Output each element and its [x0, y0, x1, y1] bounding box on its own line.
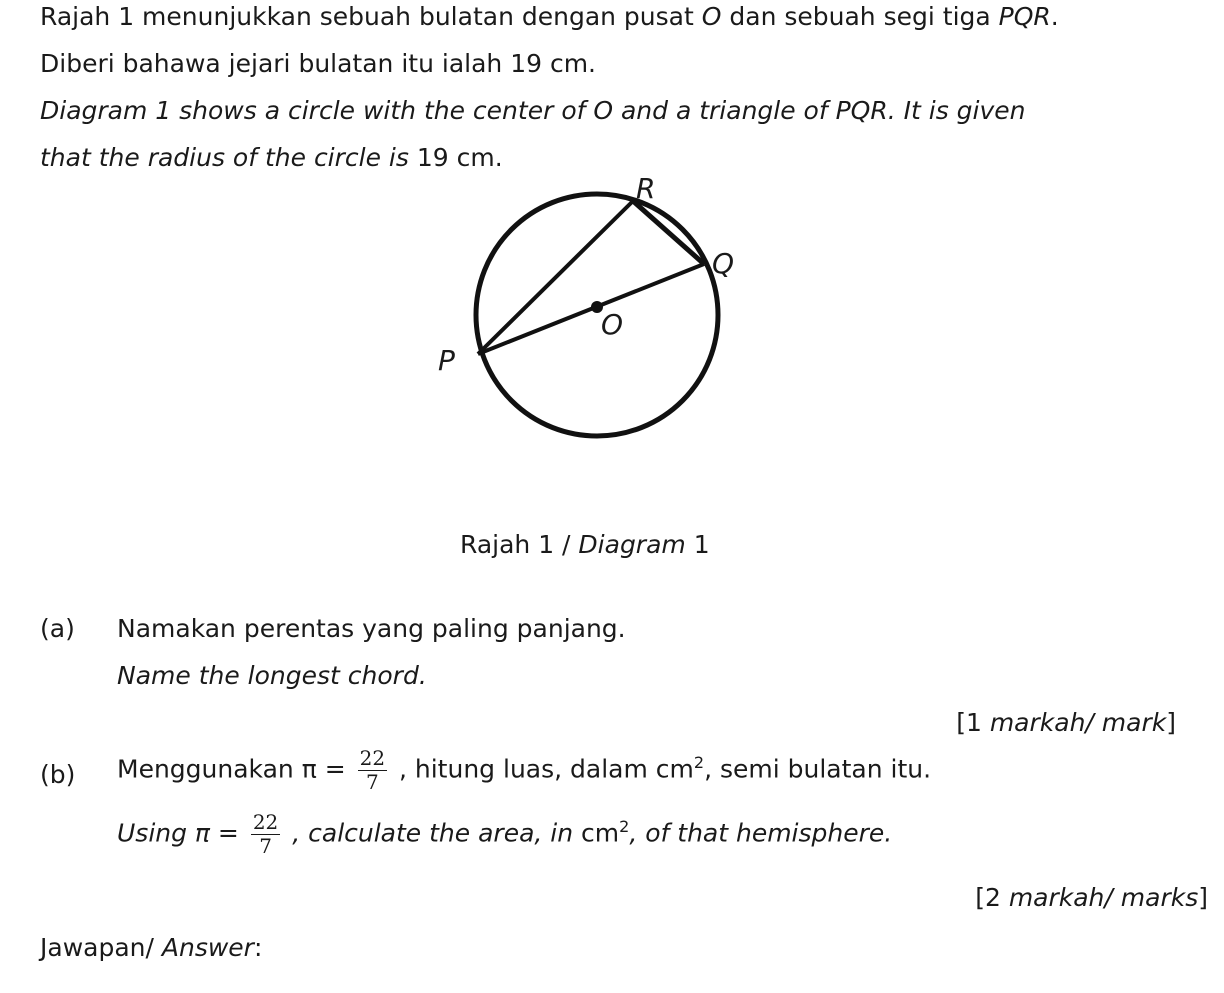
- intro-ms-line-2: Diberi bahawa jejari bulatan itu ialah 19 cm.: [40, 49, 597, 78]
- question-a-ms: Namakan perentas yang paling panjang.: [117, 614, 626, 643]
- fraction-22-over-7: $\frac{22}{7}$: [359, 746, 386, 794]
- label-Q: Q: [712, 247, 735, 280]
- intro-ms-line-1: Rajah 1 menunjukkan sebuah bulatan dengan pusat O dan sebuah segi tiga PQR.: [40, 2, 1059, 31]
- circle-diagram: [420, 176, 740, 446]
- diagram-caption: Rajah 1 / Diagram 1: [460, 530, 710, 559]
- chord-PQ: [478, 264, 704, 354]
- intro-en-line-1: Diagram 1 shows a circle with the center of O and a triangle of PQR. It is given: [40, 96, 1026, 125]
- label-O: O: [601, 308, 624, 341]
- intro-en-line-2: that the radius of the circle is 19 cm.: [40, 143, 503, 172]
- question-b-ms: Menggunakan π = $\frac{22}{7}$ , hitung luas, dalam $cm^2$, semi bulatan itu.: [117, 746, 932, 794]
- question-a-marks: [1 markah/ mark]: [956, 708, 1176, 737]
- question-b-marks: [2 markah/ marks]: [975, 883, 1208, 912]
- label-P: P: [438, 344, 455, 377]
- question-b-en: Using π = $\frac{22}{7}$ , calculate the area, in $cm^2$, of that hemisphere.: [117, 810, 893, 858]
- label-R: R: [636, 176, 656, 205]
- answer-label: Jawapan/ Answer:: [40, 933, 263, 962]
- chord-RQ: [633, 201, 704, 264]
- fraction-22-over-7-en: $\frac{22}{7}$: [252, 810, 279, 858]
- question-b-label: (b): [40, 760, 76, 789]
- circle-outline: [476, 194, 718, 436]
- question-a-en: Name the longest chord.: [117, 661, 427, 690]
- question-a-label: (a): [40, 614, 75, 643]
